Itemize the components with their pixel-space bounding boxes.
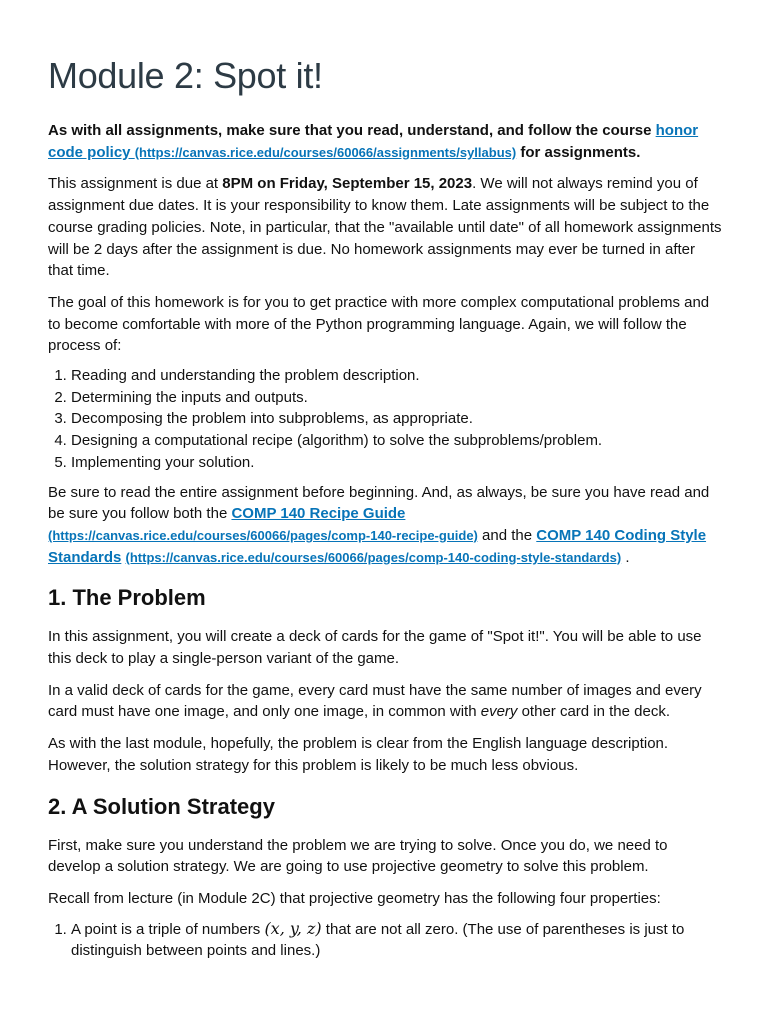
problem-paragraph-3: As with the last module, hopefully, the problem is clear from the English language description. However, the solution strategy for this problem is likely to be much less obvious. <box>48 735 669 774</box>
list-item: 2. Determining the inputs and outputs. <box>71 387 724 409</box>
goal-paragraph: The goal of this homework is for you to get practice with more complex computational problems and to become comfortable with more of the Python programming language. Again, we will follow the process of: <box>48 293 710 355</box>
style-standards-url[interactable]: (https://canvas.rice.edu/courses/60066/pages/comp-140-coding-style-standards) <box>125 549 622 565</box>
honor-code-paragraph <box>48 120 724 163</box>
list-item: 1. Reading and understanding the problem description. <box>71 365 724 387</box>
recipe-guide-link[interactable]: COMP 140 Recipe Guide <box>231 505 406 523</box>
honor-code-link[interactable]: honor code policy (https://canvas.rice.edu/courses/60066/assignments/syllabus) <box>48 122 699 161</box>
strategy-paragraph-1: First, make sure you understand the problem we are trying to solve. Once you do, we need to develop a solution strategy. We are going to use projective geometry to solve this problem. <box>48 836 668 876</box>
problem-paragraph-1: In this assignment, you will create a deck of cards for the game of "Spot it!". You will be able to use this deck to play a single-person variant of the game. <box>48 628 702 668</box>
list-item: 3. Decomposing the problem into subproblems, as appropriate. <box>71 408 724 430</box>
strategy-paragraph-2: Recall from lecture (in Module 2C) that projective geometry has the following four properties: <box>48 889 661 907</box>
point-triple-math: (x, y, z) <box>264 918 322 938</box>
recipe-guide-url[interactable]: (https://canvas.rice.edu/courses/60066/pages/comp-140-recipe-guide) <box>48 527 478 543</box>
section-heading-problem: 1. The Problem <box>48 585 206 611</box>
honor-tail-text: for assignments. <box>516 143 641 161</box>
page-title: Module 2: Spot it! <box>48 55 323 96</box>
honor-lead-text: As with all assignments, make sure that you read, understand, and follow the course <box>48 122 656 139</box>
due-date-paragraph: This assignment is due at 8PM on Friday, September 15, 2023. We will not always remind you of assignment due dates. It is your responsibility to know them. Late assignments will be subject to the course grading policies. Note, in particular, that the "available until date" of all homework assignments will be 2 days after the assignment is due. No homework assignments may ever be turned in after that time. <box>48 175 722 280</box>
style-standards-link[interactable]: COMP 140 Coding Style Standards <box>48 526 707 566</box>
properties-list <box>48 918 724 962</box>
guides-paragraph: Be sure to read the entire assignment before beginning. And, as always, be sure you have read and be sure you follow both the COMP 140 Recipe Guide (https://canvas.rice.edu/courses/60066/pages/comp-140-recipe-guide) and the COMP 140 Coding Style Standards (https://canvas.rice.edu/courses/60066/pages/comp-140-coding-style-standards) . <box>48 483 710 566</box>
list-item: 1. A point is a triple of numbers (x, y, z) that are not all zero. (The use of parentheses is just to distinguish between points and lines.) <box>71 918 724 962</box>
list-item: 5. Implementing your solution. <box>71 452 724 474</box>
honor-code-url[interactable]: (https://canvas.rice.edu/courses/60066/assignments/syllabus) <box>134 144 517 160</box>
due-date: 8PM on Friday, September 15, 2023 <box>222 175 473 193</box>
list-item: 4. Designing a computational recipe (algorithm) to solve the subproblems/problem. <box>71 430 724 452</box>
section-heading-strategy: 2. A Solution Strategy <box>48 793 275 819</box>
emphasis-every: every <box>480 703 518 721</box>
process-steps-list <box>48 365 724 474</box>
problem-paragraph-2: In a valid deck of cards for the game, every card must have the same number of images and every card must have one image, and only one image, in common with every other card in the deck. <box>48 681 702 721</box>
